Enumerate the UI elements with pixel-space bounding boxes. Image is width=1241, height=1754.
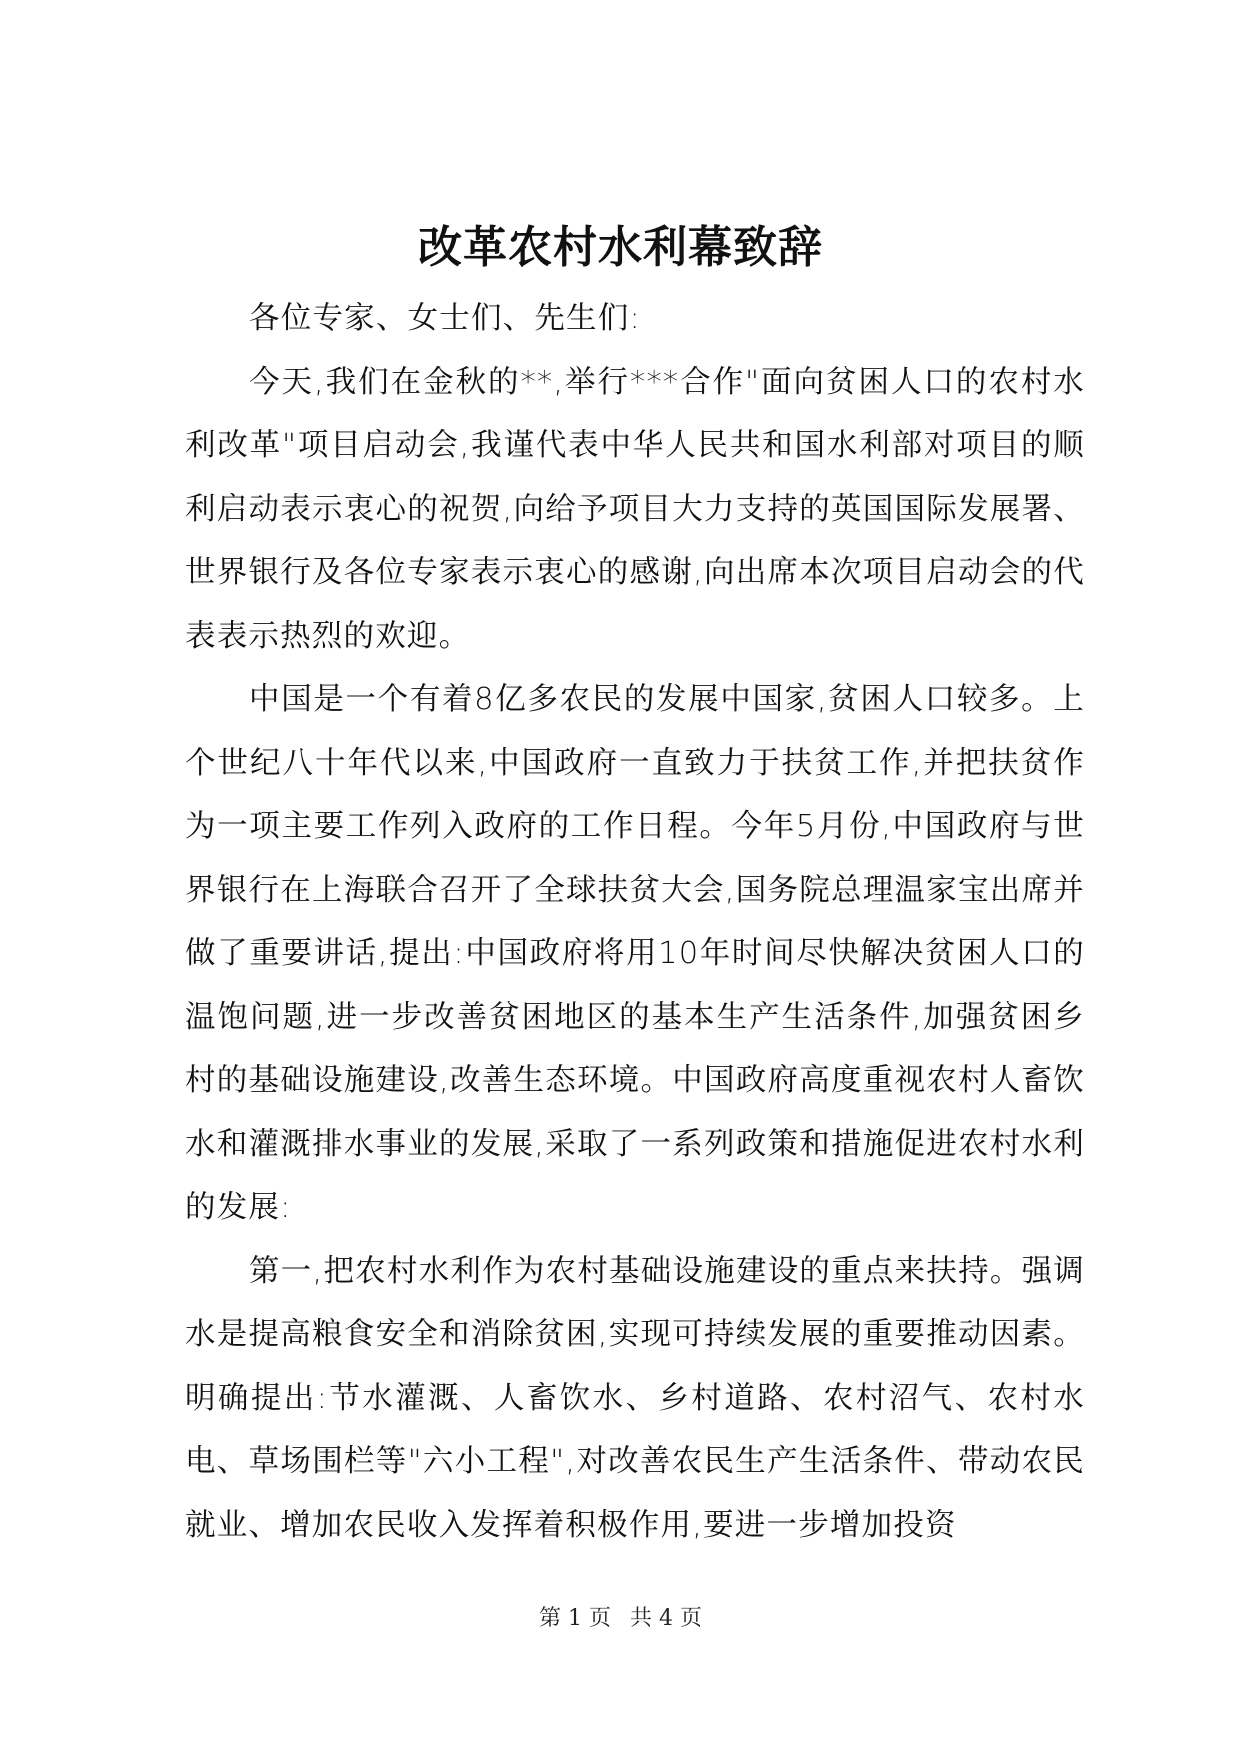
page-footer xyxy=(0,1604,1241,1634)
document-body xyxy=(185,287,1085,1557)
document-title: 改革农村水利幕致辞 xyxy=(418,222,823,273)
paragraph-first-measure: 第一,把农村水利作为农村基础设施建设的重点来扶持。强调水是提高粮食安全和消除贫困,实现可持续发展的重要推动因素。明确提出:节水灌溉、人畜饮水、乡村道路、农村沼气、农村水电、草场围栏等"六小工程",对改善农民生产生活条件、带动农民就业、增加农民收入发挥着积极作用,要进一步增加投资 xyxy=(185,1253,1085,1543)
salutation: 各位专家、女士们、先生们: xyxy=(249,301,641,336)
paragraph-background: 中国是一个有着8亿多农民的发展中国家,贫困人口较多。上个世纪八十年代以来,中国政府一直致力于扶贫工作,并把扶贫作为一项主要工作列入政府的工作日程。今年5月份,中国政府与世界银行在上海联合召开了全球扶贫大会,国务院总理温家宝出席并做了重要讲话,提出:中国政府将用10年时间尽快解决贫困人口的温饱问题,进一步改善贫困地区的基本生产生活条件,加强贫困乡村的基础设施建设,改善生态环境。中国政府高度重视农村人畜饮水和灌溉排水事业的发展,采取了一系列政策和措施促进农村水利的发展: xyxy=(185,682,1085,1225)
paragraph-opening: 今天,我们在金秋的**,举行***合作"面向贫困人口的农村水利改革"项目启动会,我谨代表中华人民共和国水利部对项目的顺利启动表示衷心的祝贺,向给予项目大力支持的英国国际发展署、世界银行及各位专家表示衷心的感谢,向出席本次项目启动会的代表表示热烈的欢迎。 xyxy=(185,364,1085,654)
page-total: 共 4 页 xyxy=(630,1606,702,1631)
page-number: 第 1 页 xyxy=(539,1606,611,1631)
